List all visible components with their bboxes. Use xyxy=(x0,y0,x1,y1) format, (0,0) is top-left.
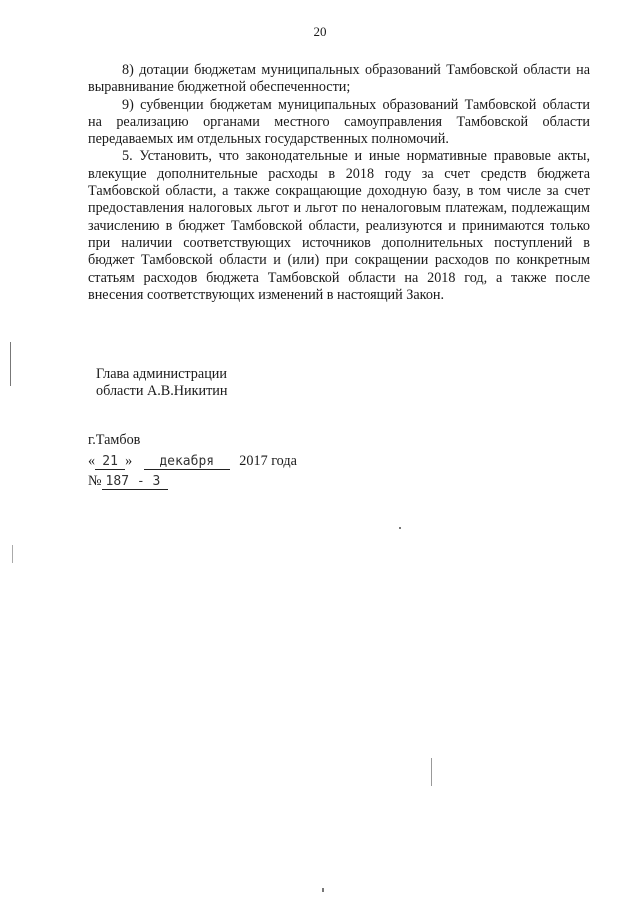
signature-name: области А.В.Никитин xyxy=(96,383,228,399)
scan-dot xyxy=(399,527,401,529)
scan-mark-middle xyxy=(431,758,432,786)
law-number-value: 187 - З xyxy=(102,474,168,490)
date-open-quote: « xyxy=(88,453,96,469)
signature-title: Глава администрации xyxy=(96,366,227,382)
paragraph-item-9: 9) субвенции бюджетам муниципальных образований Тамбовской области на реализацию органами местного самоуправления Тамбовской области передаваемых им отдельных государственных полномочий. xyxy=(88,96,590,148)
scan-dot-bottom xyxy=(322,888,324,892)
scan-mark-left xyxy=(10,342,11,386)
signing-date xyxy=(88,453,297,470)
date-day: 21 xyxy=(95,454,125,470)
law-number xyxy=(88,473,168,490)
scan-mark-left-2 xyxy=(12,545,13,563)
law-text xyxy=(88,56,590,304)
place-of-signing: г.Тамбов xyxy=(88,432,141,448)
date-year: 2017 года xyxy=(239,453,297,469)
page-number: 20 xyxy=(313,24,327,39)
paragraph-item-8: 8) дотации бюджетам муниципальных образований Тамбовской области на выравнивание бюджетной обеспеченности; xyxy=(88,62,590,96)
signature-block xyxy=(96,366,227,400)
date-month: декабря xyxy=(144,454,230,470)
date-close-quote: » xyxy=(125,453,133,469)
law-number-prefix: № xyxy=(88,473,102,489)
paragraph-article-5: 5. Установить, что законодательные и иные нормативные правовые акты, влекущие дополнительные расходы в 2018 году за счет средств бюджета Тамбовской области, а также сокращающие доходную базу, в том числе за счет предоставления налоговых льгот и льгот по неналоговым платежам, подлежащим зачислению в бюджет Тамбовской области, реализуются и принимаются только при наличии соответствующих источников дополнительных поступлений в бюджет Тамбовской области и (или) при сокращении расходов по конкретным статьям расходов бюджета Тамбовской области на 2018 год, а также после внесения соответствующих изменений в настоящий Закон. xyxy=(88,148,590,303)
